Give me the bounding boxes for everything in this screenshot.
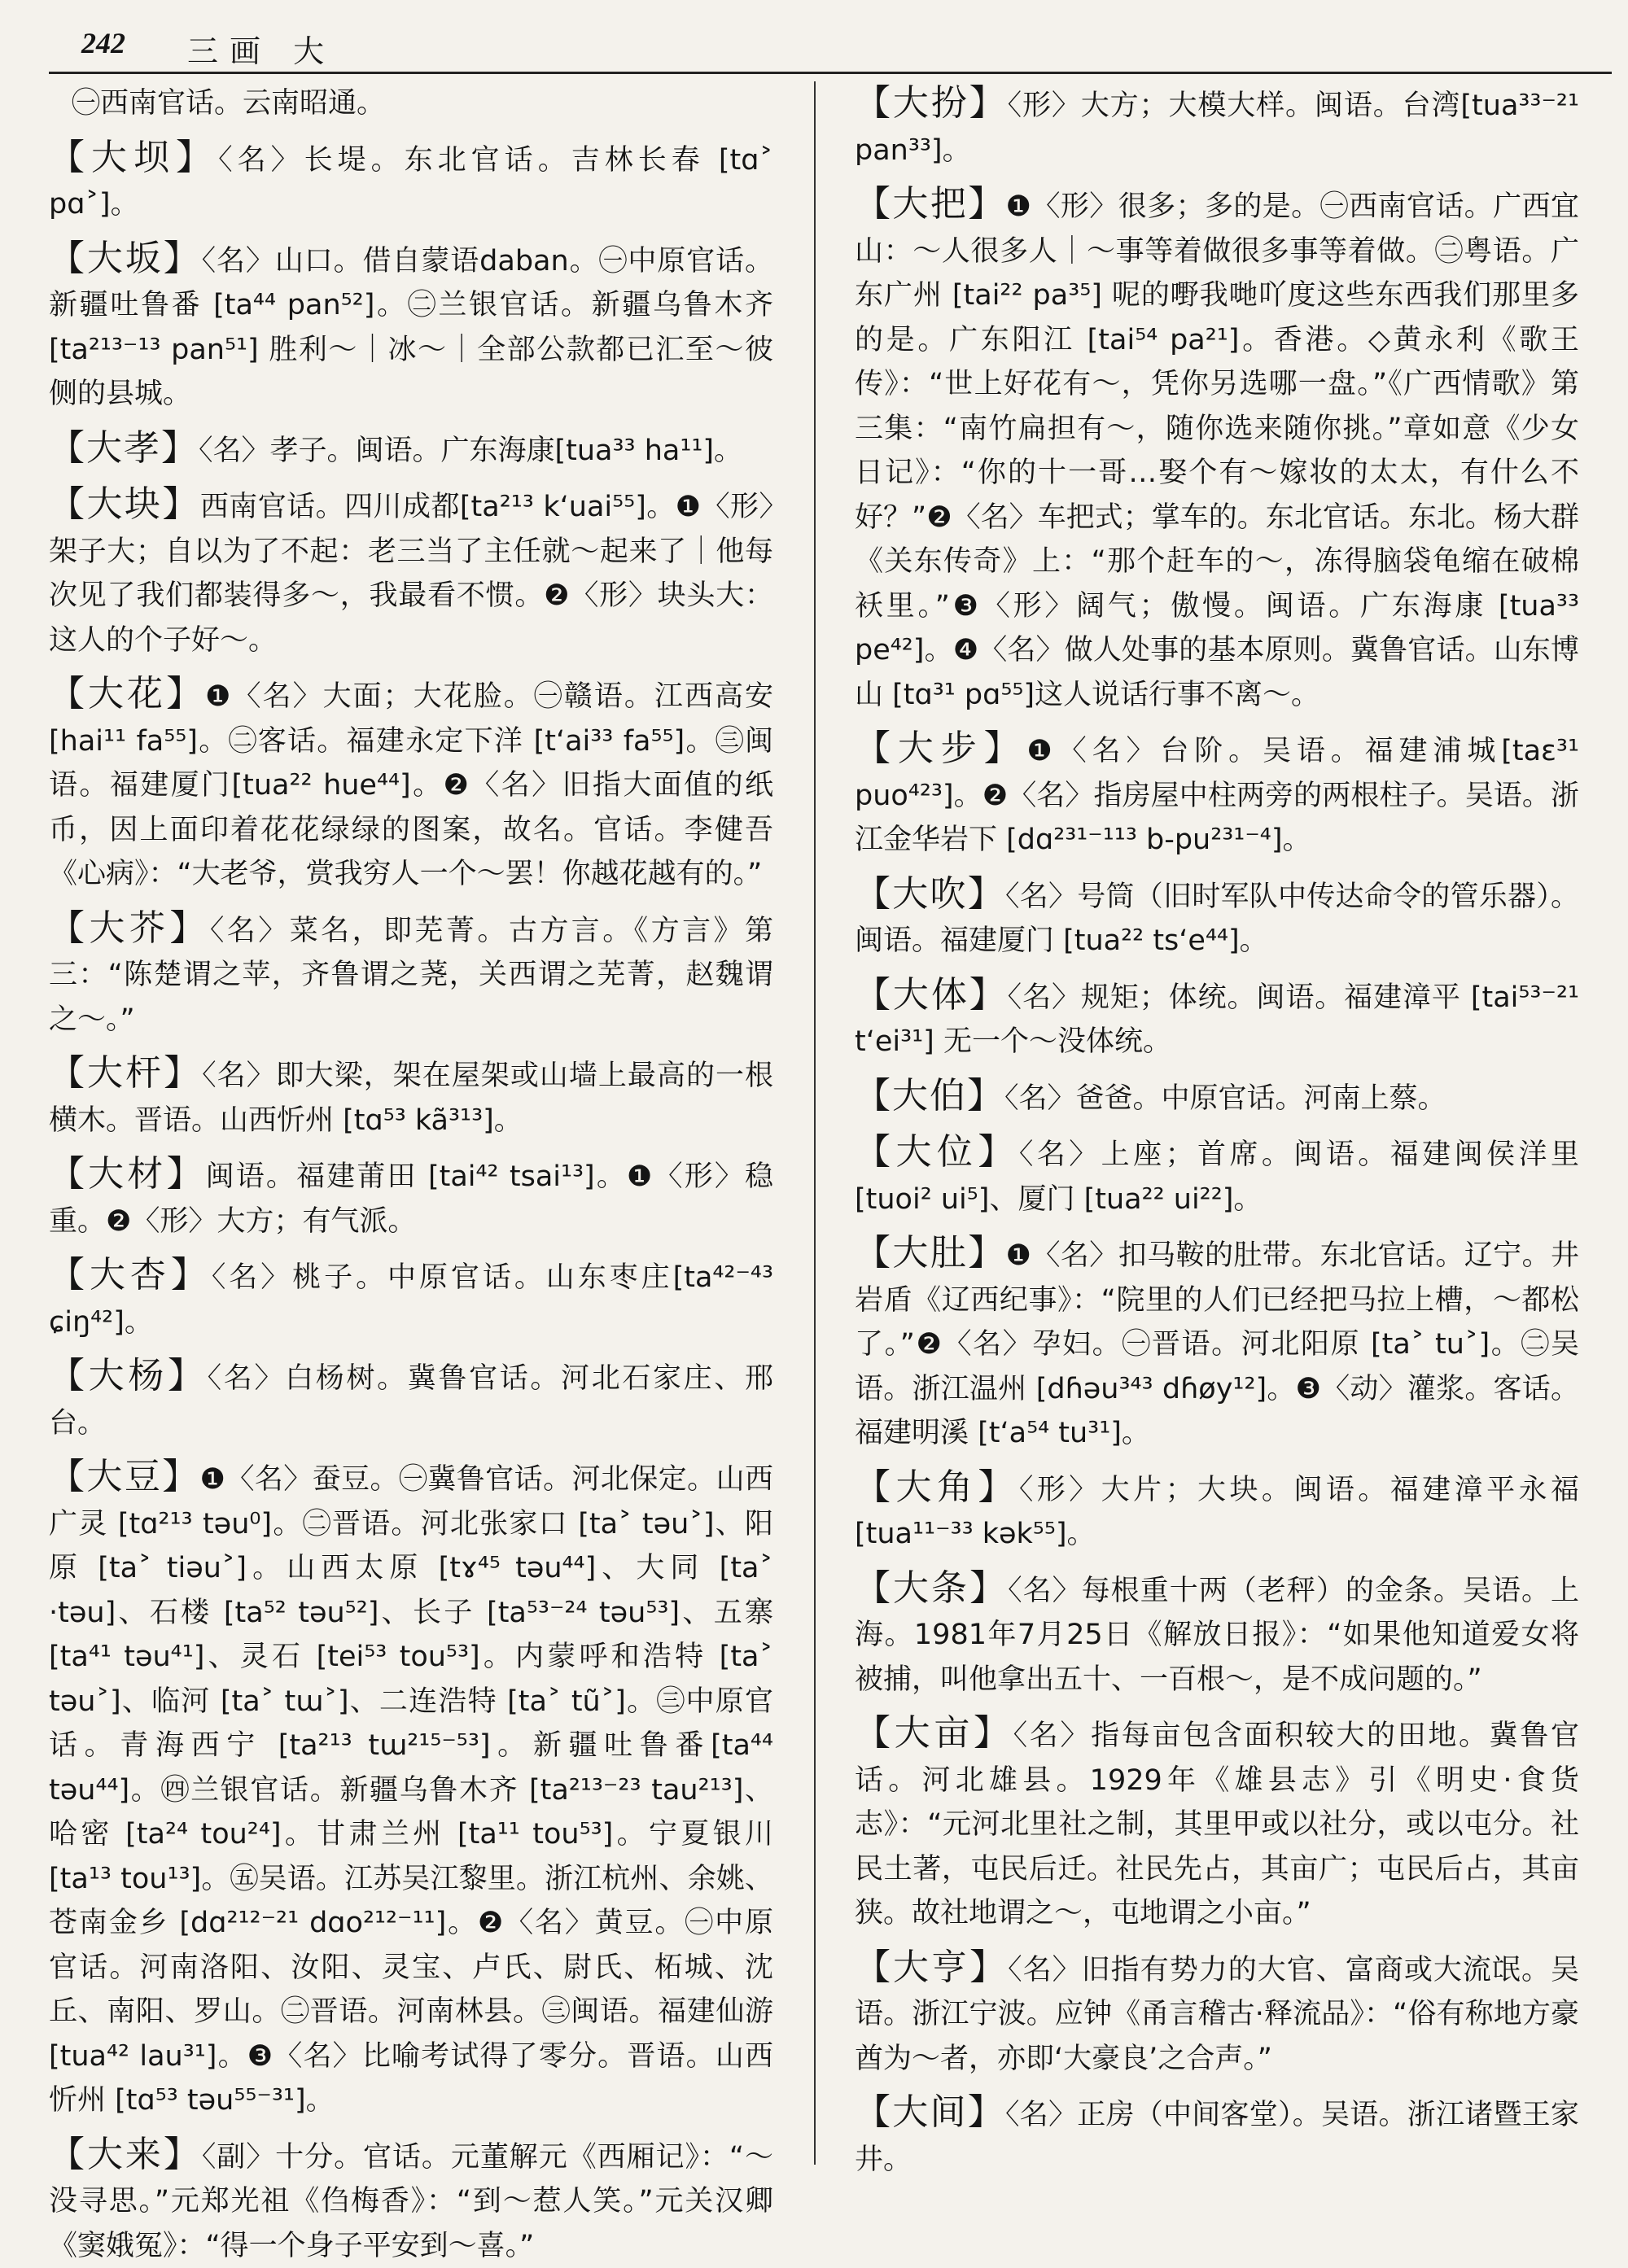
entry-da-cai <box>49 1152 773 1243</box>
entry-da-jie <box>49 907 773 1042</box>
entry-da-ban-dress <box>855 81 1579 173</box>
page-number: 242 <box>81 26 125 60</box>
definition: 〈名〉指每亩包含面积较大的田地。冀鲁官话。河北雄县。1929年《雄县志》引《明史·食货志》：“元河北里社之制，其里甲或以社分，或以屯分。社民土著，屯民后迁。社民先占，其亩广；屯民后占，其亩狭。故社地谓之～，屯地谓之小亩。” <box>855 1720 1579 1929</box>
entry-da-ban <box>49 237 773 417</box>
entry-da-wei <box>855 1130 1579 1221</box>
entry-da-mu <box>855 1711 1579 1936</box>
definition: 〈名〉每根重十两（老秤）的金条。吴语。上海。1981年7月25日《解放日报》：“如果他知道爱女将被捕，叫他拿出五十、一百根～，是不成问题的。” <box>855 1575 1579 1696</box>
headword: 【大伯】 <box>855 1075 1004 1117</box>
headword: 【大杨】 <box>49 1355 208 1396</box>
headword: 【大坂】 <box>49 238 202 279</box>
entry-da-ti <box>855 973 1579 1064</box>
headword: 【大步】 <box>855 728 1027 769</box>
definition: 闽语。福建莆田 [tai⁴² tsai¹³]。❶〈形〉稳重。❷〈形〉大方；有气派。 <box>49 1160 773 1238</box>
definition: 〈名〉长堤。东北官话。吉林长春 [tɑ˃ pɑ˃]。 <box>49 144 782 221</box>
headword: 【大把】 <box>855 183 1006 225</box>
definition: ❶〈名〉大面；大花脸。㊀赣语。江西高安 [hai¹¹ fa⁵⁵]。㊁客话。福建永定下洋 [t‘ai³³ fa⁵⁵]。㊂闽语。福建厦门[tua²² hue⁴⁴]。❷〈名〉旧指大面值的纸币，因上面印着花花绿绿的图案，故名。官话。李健吾《心病》：“大老爷，赏我穷人一个～罢！你越花越有的。” <box>49 680 782 890</box>
entry-da-jiao <box>855 1466 1579 1557</box>
headword: 【大豆】 <box>49 1456 200 1497</box>
headword: 【大来】 <box>49 2134 202 2175</box>
headword: 【大肚】 <box>855 1232 1006 1274</box>
definition: 〈名〉号筒（旧时军队中传达命令的管乐器）。闽语。福建厦门 [tua²² ts‘e⁴⁴]。 <box>855 881 1579 958</box>
page-header <box>49 23 1612 74</box>
definition: 〈名〉旧指有势力的大官、富商或大流氓。吴语。浙江宁波。应钟《甬言稽古·释流品》：“俗有称地方豪酋为～者，亦即‘大豪良’之合声。” <box>855 1954 1579 2075</box>
entry-da-dou <box>49 1455 773 2123</box>
entry-da-xiao <box>49 426 773 474</box>
column-divider <box>814 81 816 2165</box>
continuation-text <box>49 81 773 126</box>
definition: 〈名〉上座；首席。闽语。福建闽侯洋里 [tuoi² ui⁵]、厦门 [tua²² ui²²]。 <box>855 1138 1588 1216</box>
headword: 【大芥】 <box>49 907 210 949</box>
definition: ❶〈名〉台阶。吴语。福建浦城[taɛ³¹ puo⁴²³]。❷〈名〉指房屋中柱两旁的两根柱子。吴语。浙江金华岩下 [dɑ²³¹⁻¹¹³ b-pu²³¹⁻⁴]。 <box>855 735 1588 856</box>
entry-da-ba <box>49 136 773 227</box>
entry-da-bo <box>855 1074 1579 1121</box>
definition: 〈形〉大方；大模大样。闽语。台湾[tua³³⁻²¹ pan³³]。 <box>855 90 1588 167</box>
definition: 〈名〉白杨树。冀鲁官话。河北石家庄、邢台。 <box>49 1362 773 1440</box>
headword: 【大材】 <box>49 1153 206 1195</box>
headword: 【大位】 <box>855 1131 1019 1173</box>
entry-da-bu <box>855 727 1579 863</box>
definition: 〈形〉大片；大块。闽语。福建漳平永福 [tua¹¹⁻³³ kək⁵⁵]。 <box>855 1474 1588 1551</box>
headword: 【大块】 <box>49 483 200 525</box>
headword: 【大扮】 <box>855 82 1008 124</box>
headword: 【大亩】 <box>855 1712 1013 1754</box>
definition: 〈副〉十分。官话。元董解元《西厢记》：“～没寻思。”元郑光祖《㑇梅香》：“到～惹人笑。”元关汉卿《窦娥冤》：“得一个身子平安到～喜。” <box>49 2141 773 2262</box>
left-column <box>49 81 773 2181</box>
definition: 西南官话。四川成都[ta²¹³ k‘uai⁵⁵]。❶〈形〉架子大；自以为了不起：老三当了主任就～起来了｜他每次见了我们都装得多～，我最看不惯。❷〈形〉块头大：这人的个子好～。 <box>49 491 773 657</box>
entry-da-chui <box>855 872 1579 964</box>
definition: 〈名〉规矩；体统。闽语。福建漳平 [tai⁵³⁻²¹ t‘ei³¹] 无一个～没体统。 <box>855 981 1588 1059</box>
headword: 【大吹】 <box>855 873 1005 915</box>
entry-da-gan <box>49 1051 773 1143</box>
entry-da-lai <box>49 2133 773 2268</box>
headword: 【大坝】 <box>49 137 218 178</box>
headword: 【大条】 <box>855 1567 1008 1609</box>
headword: 【大孝】 <box>49 427 199 469</box>
continuation-body: ㊀西南官话。云南昭通。 <box>72 87 385 120</box>
entry-da-heng <box>855 1946 1579 2082</box>
entry-da-kuai <box>49 483 773 662</box>
entry-da-yang <box>49 1354 773 1445</box>
definition: ❶〈名〉扣马鞍的肚带。东北官话。辽宁。井岩盾《辽西纪事》：“院里的人们已经把马拉上槽，～都松了。”❷〈名〉孕妇。㊀晋语。河北阳原 [ta˃ tu˃]。㊁吴语。浙江温州 [dɦəu³⁴³ dɦøy¹²]。❸〈动〉灌浆。客话。福建明溪 [t‘a⁵⁴ tu³¹]。 <box>855 1239 1579 1449</box>
headword: 【大间】 <box>855 2091 1005 2133</box>
definition: 〈名〉即大梁，架在屋架或山墙上最高的一根横木。晋语。山西忻州 [tɑ⁵³ kã³¹³]。 <box>49 1060 773 1137</box>
headword: 【大体】 <box>855 974 1008 1016</box>
definition: 〈名〉爸爸。中原官话。河南上蔡。 <box>1004 1082 1446 1115</box>
headword: 【大角】 <box>855 1466 1019 1508</box>
headword: 【大杏】 <box>49 1254 212 1296</box>
right-column <box>855 81 1579 2181</box>
headword: 【大亨】 <box>855 1947 1008 1988</box>
entry-da-jian <box>855 2091 1579 2182</box>
headword: 【大杆】 <box>49 1052 202 1094</box>
entry-da-hua <box>49 672 773 897</box>
definition: ❶〈形〉很多；多的是。㊀西南官话。广西宜山：～人很多人｜～事等着做很多事等着做。㊁粤语。广东广州 [tai²² pa³⁵] 呢的嘢我哋吖度这些东西我们那里多的是。广东阳江 [tai⁵⁴ pa²¹]。香港。◇黄永利《歌王传》：“世上好花有～，凭你另选哪一盘。”《广西情歌》第三集：“南竹扁担有～，随你选来随你挑。”章如意《少女日记》：“你的十一哥…娶个有～嫁妆的太太，有什么不好？”❷〈名〉车把式；掌车的。东北官话。东北。杨大群《关东传奇》上：“那个赶车的～，冻得脑袋龟缩在破棉袄里。”❸〈形〉阔气；傲慢。闽语。广东海康 [tua³³ pe⁴²]。❹〈名〉做人处事的基本原则。冀鲁官话。山东博山 [tɑ³¹ pɑ⁵⁵]这人说话行事不离～。 <box>855 190 1588 711</box>
definition: 〈名〉正房（中间客堂）。吴语。浙江诸暨王家井。 <box>855 2099 1579 2176</box>
definition: 〈名〉菜名，即芜菁。古方言。《方言》第三：“陈楚谓之苹，齐鲁谓之荛，关西谓之芜菁，赵魏谓之～。” <box>49 915 773 1036</box>
definition: 〈名〉桃子。中原官话。山东枣庄[ta⁴²⁻⁴³ ɕiŋ⁴²]。 <box>49 1261 782 1339</box>
entry-da-du <box>855 1231 1579 1456</box>
entry-da-xing <box>49 1253 773 1344</box>
running-head: 三画 大 <box>187 26 335 71</box>
definition: 〈名〉孝子。闽语。广东海康[tua³³ ha¹¹]。 <box>199 435 742 467</box>
entry-da-tiao <box>855 1567 1579 1702</box>
definition: 〈名〉山口。借自蒙语daban。㊀中原官话。新疆吐鲁番 [ta⁴⁴ pan⁵²]。㊁兰银官话。新疆乌鲁木齐 [ta²¹³⁻¹³ pan⁵¹] 胜利～｜冰～｜全部公款都已汇至～彼侧的县城。 <box>49 245 782 411</box>
definition: ❶〈名〉蚕豆。㊀冀鲁官话。河北保定。山西广灵 [tɑ²¹³ təu⁰]。㊁晋语。河北张家口 [ta˃ təu˃]、阳原 [ta˃ tiəu˃]。山西太原 [tɤ⁴⁵ təu⁴⁴]、大同 [ta˃ ·təu]、石楼 [ta⁵² təu⁵²]、长子 [ta⁵³⁻²⁴ təu⁵³]、五寨 [ta⁴¹ təu⁴¹]、灵石 [tei⁵³ tou⁵³]。内蒙呼和浩特 [ta˃ təu˃]、临河 [ta˃ tɯ˃]、二连浩特 [ta˃ tũ˃]。㊂中原官话。青海西宁 [ta²¹³ tɯ²¹⁵⁻⁵³]。新疆吐鲁番[ta⁴⁴ təu⁴⁴]。㊃兰银官话。新疆乌鲁木齐 [ta²¹³⁻²³ tau²¹³]、哈密 [ta²⁴ tou²⁴]。甘肃兰州 [ta¹¹ tou⁵³]。宁夏银川 [ta¹³ tou¹³]。㊄吴语。江苏吴江黎里。浙江杭州、余姚、苍南金乡 [dɑ²¹²⁻²¹ dɑo²¹²⁻¹¹]。❷〈名〉黄豆。㊀中原官话。河南洛阳、汝阳、灵宝、卢氏、尉氏、柘城、沈丘、南阳、罗山。㊁晋语。河南林县。㊂闽语。福建仙游 [tua⁴² lau³¹]。❸〈名〉比喻考试得了零分。晋语。山西忻州 [tɑ⁵³ təu⁵⁵⁻³¹]。 <box>49 1463 782 2117</box>
headword: 【大花】 <box>49 673 205 714</box>
entry-da-ba-grip <box>855 182 1579 717</box>
